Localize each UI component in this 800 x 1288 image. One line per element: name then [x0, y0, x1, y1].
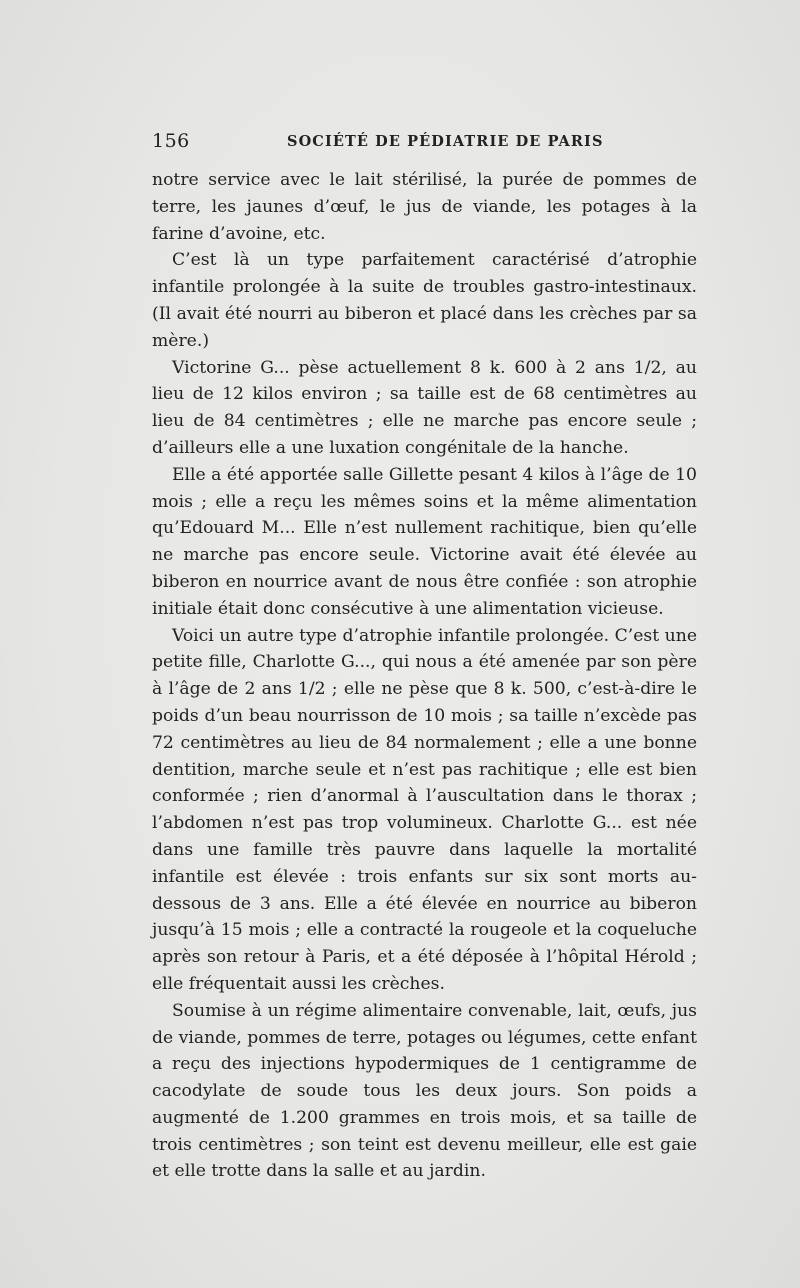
paragraph: Voici un autre type d’atrophie infantile prolongée. C’est une petite fille, Charlotte G..., qui nous a été amenée par son père à l’âge de 2 ans 1/2 ; elle ne pèse que 8 k. 500, c’est-à-dire le poids d’un beau nourrisson de 10 mois ; sa taille n’excède pas 72 centimètres au lieu de 84 normalement ; elle a une bonne dentition, marche seule et n’est pas rachitique ; elle est bien conformée ; rien d’anormal à l’auscultation dans le thorax ; l’abdomen n’est pas trop volumineux. Charlotte G... est née dans une famille très pauvre dans laquelle la mortalité infantile est élevée : trois enfants sur six sont morts au-dessous de 3 ans. Elle a été élevée en nourrice au biberon jusqu’à 15 mois ; elle a contracté la rougeole et la coqueluche après son retour à Paris, et a été déposée à l’hôpital Hérold ; elle fréquentait aussi les crèches.	[152, 625, 697, 994]
paragraph: C’est là un type parfaitement caractérisé d’atrophie infantile prolongée à la suite de troubles gastro-intestinaux. (Il avait été nourri au biberon et placé dans les crèches par sa mère.)	[152, 250, 697, 351]
paragraph: Elle a été apportée salle Gillette pesant 4 kilos à l’âge de 10 mois ; elle a reçu les mêmes soins et la même alimentation qu’Edouard M... Elle n’est nullement rachitique, bien qu’elle ne marche pas encore seule. Victorine avait été élevée au biberon en nourrice avant de nous être confiée : son atrophie initiale était donc consécutive à une alimentation vicieuse.	[152, 464, 697, 619]
page-number: 156	[152, 130, 190, 152]
paragraph: Soumise à un régime alimentaire convenable, lait, œufs, jus de viande, pommes de terre, potages ou légumes, cette enfant a reçu des injections hypodermiques de 1 centigramme de cacodylate de soude tous les deux jours. Son poids a augmenté de 1.200 grammes en trois mois, et sa taille de trois centimètres ; son teint est devenu meilleur, elle est gaie et elle trotte dans la salle et au jardin.	[152, 1000, 697, 1182]
running-title: SOCIÉTÉ DE PÉDIATRIE DE PARIS	[287, 133, 604, 150]
paragraph: notre service avec le lait stérilisé, la purée de pommes de terre, les jaunes d’œuf, le jus de viande, les potages à la farine d’avoine, etc.	[152, 170, 697, 244]
paragraph: Victorine G... pèse actuellement 8 k. 600 à 2 ans 1/2, au lieu de 12 kilos environ ; sa taille est de 68 centimètres au lieu de 84 centimètres ; elle ne marche pas encore seule ; d’ailleurs elle a une luxation congénitale de la hanche.	[152, 357, 697, 458]
body-text	[152, 167, 697, 1185]
